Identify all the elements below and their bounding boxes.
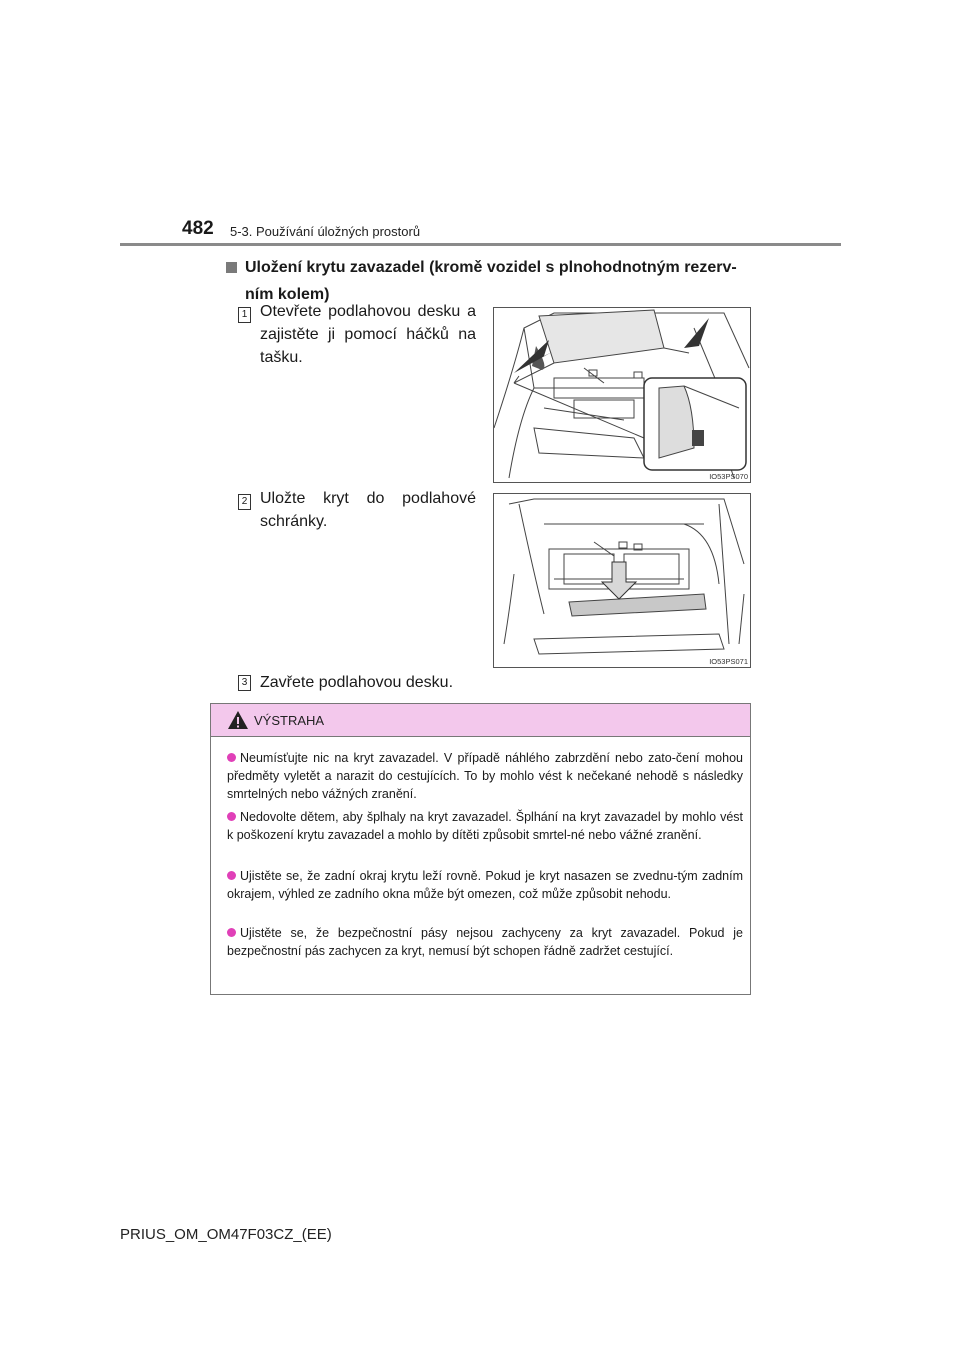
document-footer-code: PRIUS_OM_OM47F03CZ_(EE) <box>120 1226 332 1243</box>
warning-item-2 <box>227 808 743 844</box>
page-number: 482 <box>182 218 214 239</box>
bullet-icon <box>227 812 236 821</box>
section-heading: Uložení krytu zavazadel (kromě vozidel s plnohodnotným rezerv-ním kolem) <box>245 259 737 303</box>
bullet-icon <box>227 928 236 937</box>
warning-header <box>211 704 750 737</box>
warning-box <box>210 703 751 995</box>
warning-triangle-icon <box>227 710 249 730</box>
figure-code-1: IO53PS070 <box>709 472 748 481</box>
warning-item-text: Ujistěte se, že bezpečnostní pásy nejsou zachyceny za kryt zavazadel. Pokud je bezpečnostní pás zachycen za kryt, nemusí být schopen řádně zadržet cestující. <box>227 926 743 958</box>
warning-label: VÝSTRAHA <box>254 713 325 728</box>
section-title: 5-3. Používání úložných prostorů <box>230 224 421 239</box>
step-text-2: Uložte kryt do podlahové schránky. <box>260 490 476 530</box>
step-number-2: 2 <box>238 494 251 510</box>
figure-open-floor-board <box>493 307 751 483</box>
bullet-icon <box>227 871 236 880</box>
warning-item-text: Neumísťujte nic na kryt zavazadel. V případě náhlého zabrzdění nebo zato-čení mohou předměty vyletět a narazit do cestujících. To by mohlo vést k nečekané nehodě s následky smrtelných nebo vážných zranění. <box>227 751 743 801</box>
step-number-1: 1 <box>238 307 251 323</box>
step-text-3: Zavřete podlahovou desku. <box>260 674 454 691</box>
warning-item-1 <box>227 749 743 803</box>
warning-item-3 <box>227 867 743 903</box>
figure-store-cover <box>493 493 751 668</box>
warning-item-4 <box>227 924 743 960</box>
step-number-3: 3 <box>238 675 251 691</box>
illustration-floor-board-hooks <box>494 308 750 482</box>
figure-code-2: IO53PS071 <box>709 657 748 666</box>
step-text-1: Otevřete podlahovou desku a zajistěte ji pomocí háčků na tašku. <box>260 303 476 366</box>
heading-square-icon <box>226 262 237 273</box>
illustration-store-cover-in-floor <box>494 494 750 667</box>
warning-item-text: Ujistěte se, že zadní okraj krytu leží rovně. Pokud je kryt nasazen se zvednu-tým zadním okrajem, výhled ze zadního okna může být omezen, což může způsobit nehodu. <box>227 869 743 901</box>
bullet-icon <box>227 753 236 762</box>
header-rule <box>120 243 841 246</box>
warning-item-text: Nedovolte dětem, aby šplhaly na kryt zavazadel. Šplhání na kryt zavazadel by mohlo vést k poškození krytu zavazadel a mohlo by dítěti způsobit smrtel-né nebo vážné zranění. <box>227 810 743 842</box>
